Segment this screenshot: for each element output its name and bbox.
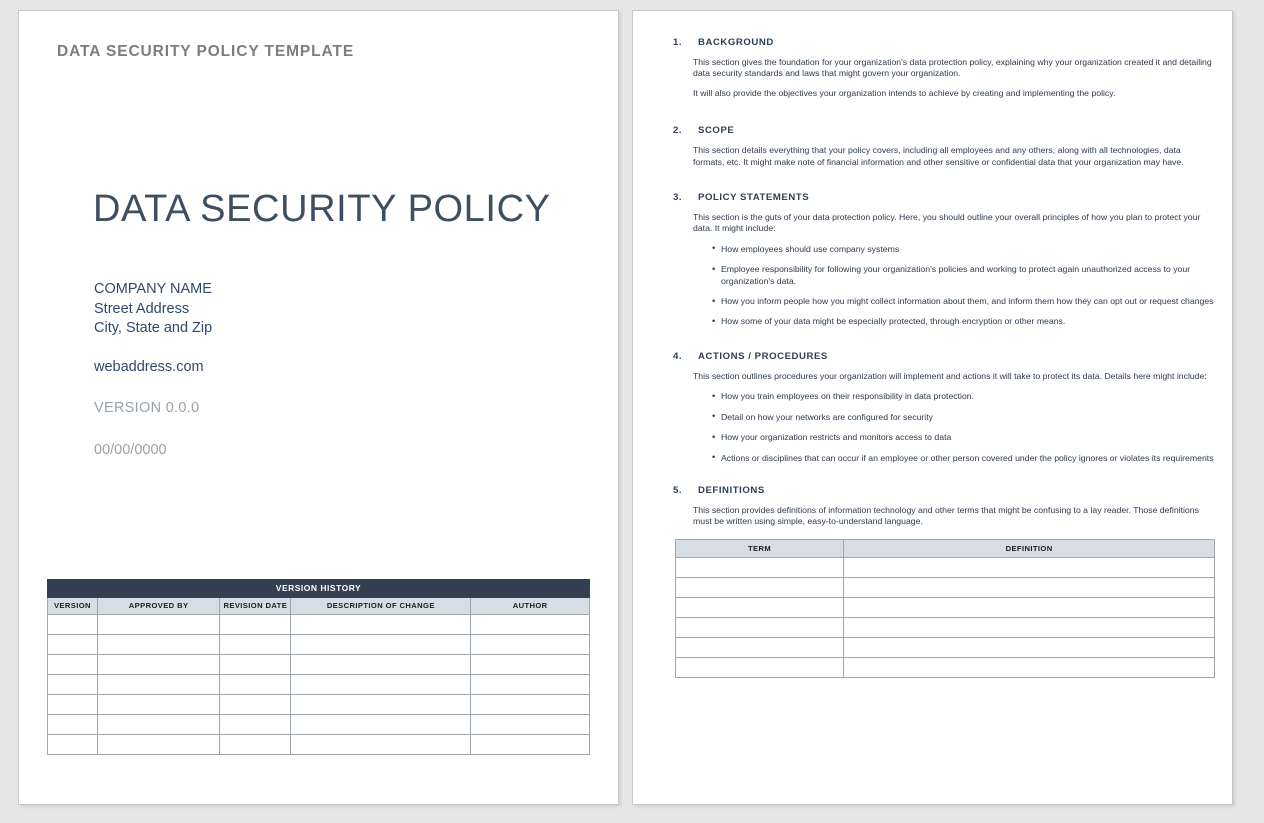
table-cell[interactable]	[471, 655, 590, 675]
list-item: • How you inform people how you might collect information about them, and inform them how they can opt out or request changes	[712, 296, 1214, 307]
table-cell[interactable]	[48, 635, 98, 655]
city-state-zip: City, State and Zip	[94, 320, 213, 337]
section-number: 3.	[673, 192, 683, 204]
definitions-header-row	[676, 539, 1215, 557]
table-cell[interactable]	[97, 655, 219, 675]
table-cell[interactable]	[676, 657, 844, 677]
table-cell[interactable]	[844, 637, 1215, 657]
section-number: 5.	[673, 484, 683, 496]
table-row[interactable]	[48, 715, 590, 735]
version-history-header-row	[48, 598, 590, 615]
column-header-definition: DEFINITION	[844, 539, 1215, 557]
table-cell[interactable]	[220, 715, 291, 735]
section-number: 1.	[673, 37, 683, 48]
table-cell[interactable]	[291, 635, 471, 655]
section-spacer	[673, 99, 1214, 125]
column-header-author: AUTHOR	[471, 598, 590, 615]
table-cell[interactable]	[97, 715, 219, 735]
list-item: • Actions or disciplines that can occur if an employee or other person covered under the policy ignores or violates its requirements	[712, 453, 1214, 464]
table-cell[interactable]	[220, 695, 291, 715]
table-cell[interactable]	[220, 615, 291, 635]
table-cell[interactable]	[97, 635, 219, 655]
table-cell[interactable]	[220, 735, 291, 755]
page-1-cover	[18, 10, 619, 805]
table-cell[interactable]	[97, 615, 219, 635]
web-address: webaddress.com	[94, 359, 204, 375]
table-cell[interactable]	[48, 735, 98, 755]
table-cell[interactable]	[291, 615, 471, 635]
table-row[interactable]	[48, 655, 590, 675]
section-paragraph: This section details everything that your policy covers, including all employees and any others, along with all technologies, data formats, etc. It might make note of financial information and other sensitive or confidential data that your organization may have.	[693, 145, 1184, 167]
section-body	[673, 371, 1214, 464]
table-cell[interactable]	[844, 557, 1215, 577]
page-2-content	[632, 10, 1233, 805]
section-policy-statements	[673, 192, 1214, 328]
section-bullet-list	[693, 391, 1214, 464]
policy-sections	[633, 11, 1233, 678]
table-row[interactable]	[676, 577, 1215, 597]
table-cell[interactable]	[48, 655, 98, 675]
date-label: 00/00/0000	[94, 442, 167, 458]
section-paragraph: This section outlines procedures your organization will implement and actions it will take to protect its data. Details here might include:	[693, 370, 1207, 381]
column-header-description: DESCRIPTION OF CHANGE	[291, 598, 471, 615]
list-item: • Employee responsibility for following your organization's policies and working to protect again unauthorized access to your organization's data.	[712, 264, 1214, 287]
table-cell[interactable]	[844, 617, 1215, 637]
company-address-block	[94, 280, 212, 339]
section-actions-procedures	[673, 351, 1214, 464]
version-history-table	[47, 579, 590, 755]
section-heading: 4. ACTIONS / PROCEDURES	[673, 350, 828, 362]
section-heading: 5. DEFINITIONS	[673, 484, 765, 496]
table-row[interactable]	[48, 615, 590, 635]
table-cell[interactable]	[291, 735, 471, 755]
section-heading: 3. POLICY STATEMENTS	[673, 192, 810, 204]
table-cell[interactable]	[471, 675, 590, 695]
table-cell[interactable]	[220, 635, 291, 655]
table-cell[interactable]	[220, 655, 291, 675]
template-kicker: DATA SECURITY POLICY TEMPLATE	[57, 43, 355, 60]
table-cell[interactable]	[676, 577, 844, 597]
table-cell[interactable]	[471, 695, 590, 715]
list-item: • How some of your data might be especially protected, through encryption or other means.	[712, 316, 1214, 327]
street-address: Street Address	[94, 300, 190, 317]
table-cell[interactable]	[291, 655, 471, 675]
table-cell[interactable]	[97, 695, 219, 715]
list-item: • How you train employees on their responsibility in data protection.	[712, 391, 1214, 402]
section-paragraph: This section provides definitions of information technology and other terms that might be confusing to a lay reader. Those definitions must be written using simple, easy-to-understand language.	[693, 504, 1199, 527]
column-header-term: TERM	[676, 539, 844, 557]
definitions-body	[676, 557, 1215, 677]
list-item: • Detail on how your networks are configured for security	[712, 412, 1214, 423]
table-cell[interactable]	[471, 615, 590, 635]
table-cell[interactable]	[291, 675, 471, 695]
table-cell[interactable]	[676, 617, 844, 637]
section-bullet-list	[693, 244, 1214, 328]
document-title: DATA SECURITY POLICY	[93, 188, 551, 230]
section-paragraph: This section gives the foundation for your organization's data protection policy, explaining why your organization created it and detailing data security standards and laws that might govern your organization.	[693, 57, 1212, 79]
table-row[interactable]	[676, 637, 1215, 657]
table-cell[interactable]	[844, 577, 1215, 597]
section-body	[673, 145, 1214, 168]
column-header-revision-date: REVISION DATE	[220, 598, 291, 615]
section-number: 4.	[673, 350, 683, 362]
table-cell[interactable]	[844, 657, 1215, 677]
version-history-body	[48, 615, 590, 755]
table-row[interactable]	[676, 657, 1215, 677]
table-cell[interactable]	[676, 637, 844, 657]
section-scope	[673, 125, 1214, 168]
table-row[interactable]	[676, 597, 1215, 617]
section-definitions	[673, 485, 1214, 678]
definitions-table	[675, 539, 1215, 678]
table-row[interactable]	[676, 557, 1215, 577]
section-heading: 1. BACKGROUND	[673, 37, 774, 48]
table-cell[interactable]	[471, 715, 590, 735]
section-body	[673, 57, 1214, 99]
version-label: VERSION 0.0.0	[94, 400, 200, 416]
table-cell[interactable]	[291, 715, 471, 735]
table-cell[interactable]	[471, 735, 590, 755]
list-item: • How employees should use company systems	[712, 244, 1214, 255]
section-background	[673, 37, 1214, 99]
version-history-section	[47, 579, 590, 755]
list-item: • How your organization restricts and monitors access to data	[712, 432, 1214, 443]
table-cell[interactable]	[471, 635, 590, 655]
column-header-version: VERSION	[48, 598, 98, 615]
table-cell[interactable]	[97, 735, 219, 755]
table-cell[interactable]	[48, 675, 98, 695]
table-row[interactable]	[676, 617, 1215, 637]
definitions-table-wrap	[675, 539, 1215, 678]
table-row[interactable]	[48, 675, 590, 695]
version-history-title: VERSION HISTORY	[48, 580, 590, 598]
table-row[interactable]	[48, 635, 590, 655]
table-cell[interactable]	[676, 557, 844, 577]
table-cell[interactable]	[97, 675, 219, 695]
company-name: COMPANY NAME	[94, 281, 212, 297]
section-paragraph: This section is the guts of your data protection policy. Here, you should outline your overall principles of how you plan to protect your data. It might include:	[693, 212, 1201, 234]
section-spacer	[673, 168, 1214, 192]
table-cell[interactable]	[48, 695, 98, 715]
table-cell[interactable]	[676, 597, 844, 617]
table-cell[interactable]	[844, 597, 1215, 617]
section-number: 2.	[673, 125, 683, 137]
table-cell[interactable]	[48, 615, 98, 635]
table-row[interactable]	[48, 695, 590, 715]
section-spacer	[673, 328, 1214, 351]
table-cell[interactable]	[291, 695, 471, 715]
section-heading: 2. SCOPE	[673, 125, 735, 137]
section-paragraph: It will also provide the objectives your organization intends to achieve by creating and implementing the policy.	[693, 87, 1116, 98]
table-cell[interactable]	[48, 715, 98, 735]
column-header-approved-by: APPROVED BY	[97, 598, 219, 615]
table-row[interactable]	[48, 735, 590, 755]
section-body	[673, 212, 1214, 328]
section-spacer	[673, 464, 1214, 485]
table-cell[interactable]	[220, 675, 291, 695]
section-body	[673, 505, 1214, 528]
